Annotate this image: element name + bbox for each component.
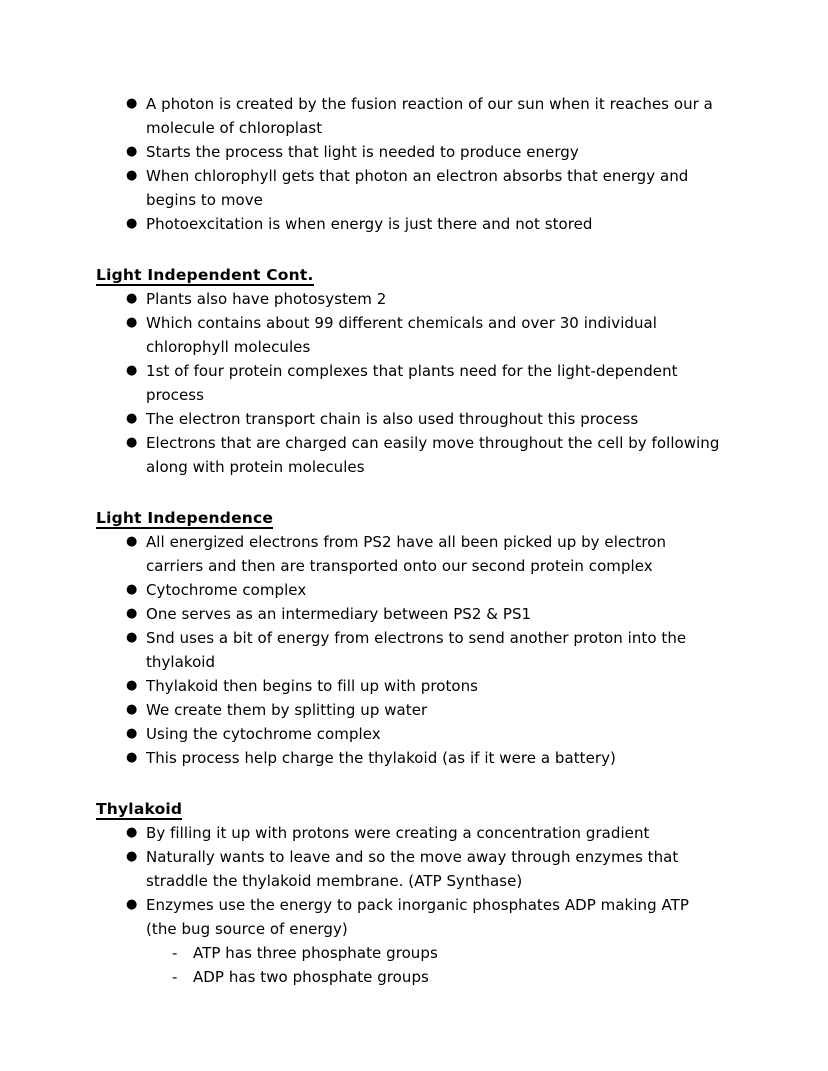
bullet-item [96, 359, 722, 407]
section-spacer [96, 479, 722, 506]
bullet-item [96, 821, 722, 845]
section-heading-label: Light Independent Cont. [96, 266, 314, 284]
bullet-item [96, 845, 722, 893]
bullet-dot-icon: ● [126, 291, 138, 306]
bullet-text: All energized electrons from PS2 have all been picked up by electron carriers and then are transported onto our second protein complex [146, 533, 667, 575]
bullet-dot-icon: ● [126, 216, 138, 231]
bullet-text: When chlorophyll gets that photon an electron absorbs that energy and begins to move [146, 167, 689, 209]
bullet-dot-icon: ● [126, 726, 138, 741]
bullet-item [96, 698, 722, 722]
bullet-item [96, 722, 722, 746]
bullet-list [96, 821, 722, 941]
sub-bullet-item [96, 941, 722, 965]
bullet-text: We create them by splitting up water [146, 701, 428, 719]
bullet-text: Starts the process that light is needed to produce energy [146, 143, 579, 161]
bullet-dot-icon: ● [126, 96, 138, 111]
bullet-dot-icon: ● [126, 606, 138, 621]
bullet-dash-icon: - [172, 944, 178, 962]
bullet-text: Electrons that are charged can easily move throughout the cell by following along with protein molecules [146, 434, 720, 476]
bullet-dot-icon: ● [126, 702, 138, 717]
bullet-item [96, 140, 722, 164]
bullet-text: Naturally wants to leave and so the move away through enzymes that straddle the thylakoid membrane. (ATP Synthase) [146, 848, 679, 890]
bullet-dot-icon: ● [126, 411, 138, 426]
bullet-dot-icon: ● [126, 363, 138, 378]
bullet-dot-icon: ● [126, 144, 138, 159]
section-heading-label: Thylakoid [96, 800, 183, 818]
bullet-text: Using the cytochrome complex [146, 725, 381, 743]
document-body [96, 92, 722, 989]
bullet-item [96, 578, 722, 602]
bullet-item [96, 530, 722, 578]
bullet-text: Which contains about 99 different chemicals and over 30 individual chlorophyll molecules [146, 314, 657, 356]
bullet-item [96, 674, 722, 698]
section-spacer [96, 236, 722, 263]
bullet-item [96, 407, 722, 431]
bullet-item [96, 431, 722, 479]
bullet-item [96, 92, 722, 140]
bullet-item [96, 287, 722, 311]
bullet-text: Thylakoid then begins to fill up with protons [146, 677, 479, 695]
bullet-dot-icon: ● [126, 897, 138, 912]
bullet-dot-icon: ● [126, 435, 138, 450]
bullet-dot-icon: ● [126, 678, 138, 693]
sub-bullet-text: ADP has two phosphate groups [193, 968, 429, 986]
bullet-list [96, 530, 722, 770]
bullet-item [96, 602, 722, 626]
bullet-dot-icon: ● [126, 630, 138, 645]
bullet-text: One serves as an intermediary between PS2 & PS1 [146, 605, 532, 623]
bullet-text: The electron transport chain is also used throughout this process [146, 410, 639, 428]
bullet-dot-icon: ● [126, 582, 138, 597]
bullet-text: A photon is created by the fusion reaction of our sun when it reaches our a molecule of chloroplast [146, 95, 713, 137]
section-heading [96, 797, 722, 821]
bullet-dot-icon: ● [126, 825, 138, 840]
bullet-dot-icon: ● [126, 315, 138, 330]
bullet-item [96, 311, 722, 359]
bullet-item [96, 626, 722, 674]
section-heading-label: Light Independence [96, 509, 274, 527]
bullet-text: By filling it up with protons were creating a concentration gradient [146, 824, 650, 842]
bullet-dot-icon: ● [126, 534, 138, 549]
bullet-text: Photoexcitation is when energy is just there and not stored [146, 215, 593, 233]
bullet-dash-icon: - [172, 968, 178, 986]
bullet-text: This process help charge the thylakoid (as if it were a battery) [146, 749, 616, 767]
bullet-item [96, 164, 722, 212]
bullet-item [96, 212, 722, 236]
bullet-text: Enzymes use the energy to pack inorganic phosphates ADP making ATP (the bug source of energy) [146, 896, 689, 938]
bullet-item [96, 746, 722, 770]
section-spacer [96, 770, 722, 797]
bullet-dot-icon: ● [126, 750, 138, 765]
section-heading [96, 263, 722, 287]
bullet-text: 1st of four protein complexes that plants need for the light-dependent process [146, 362, 678, 404]
sub-bullet-text: ATP has three phosphate groups [193, 944, 438, 962]
bullet-text: Snd uses a bit of energy from electrons to send another proton into the thylakoid [146, 629, 687, 671]
sub-bullet-item [96, 965, 722, 989]
sub-bullet-list [96, 941, 722, 989]
bullet-item [96, 893, 722, 941]
bullet-dot-icon: ● [126, 168, 138, 183]
bullet-text: Cytochrome complex [146, 581, 307, 599]
bullet-text: Plants also have photosystem 2 [146, 290, 387, 308]
bullet-list [96, 287, 722, 479]
section-heading [96, 506, 722, 530]
bullet-dot-icon: ● [126, 849, 138, 864]
bullet-list [96, 92, 722, 236]
